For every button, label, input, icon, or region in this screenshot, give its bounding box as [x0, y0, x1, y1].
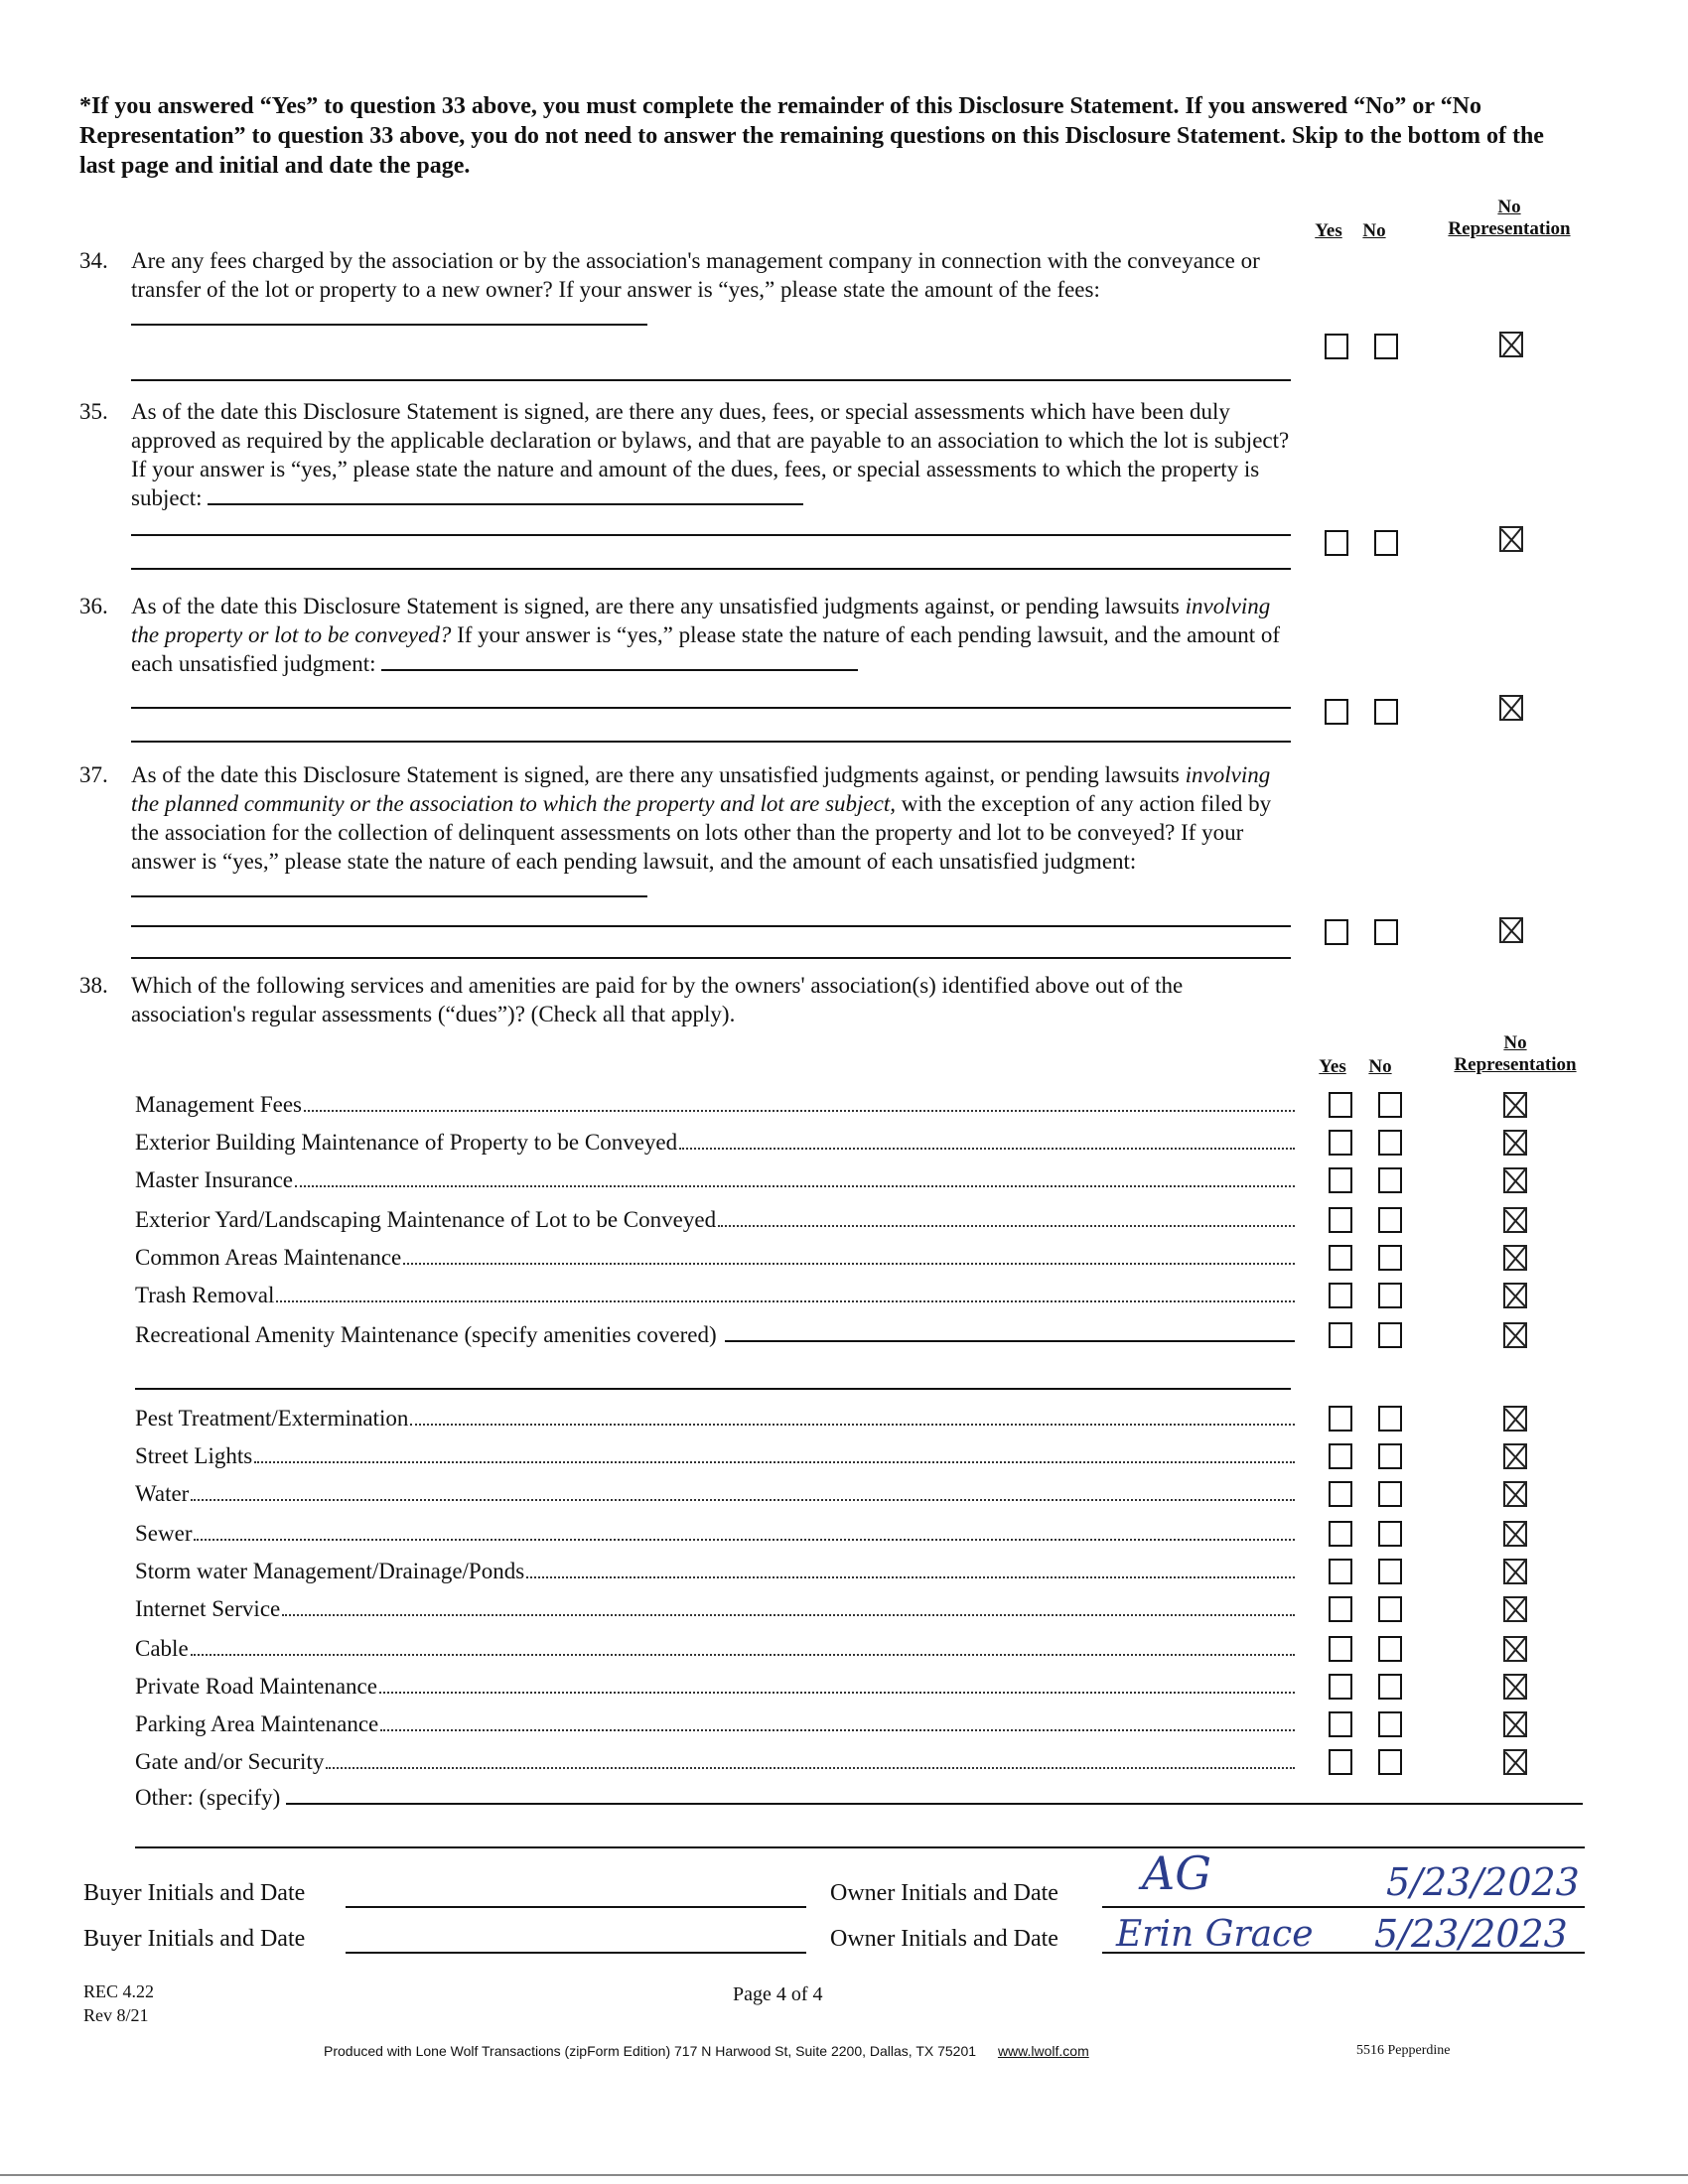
amenity-norep-checkbox-checked[interactable] [1503, 1521, 1527, 1547]
amenity-no-checkbox[interactable] [1378, 1207, 1402, 1233]
amenity-col-no-header: No [1368, 1056, 1392, 1077]
q37-yes-checkbox[interactable] [1325, 919, 1348, 945]
amenity-label: Storm water Management/Drainage/Ponds [135, 1559, 525, 1583]
dot-leader [191, 1481, 1295, 1501]
amenity-row [135, 1594, 1295, 1624]
form-revision: Rev 8/21 [83, 2005, 149, 2025]
q34-no-checkbox[interactable] [1374, 334, 1398, 359]
answer-line [131, 925, 1291, 927]
amenity-no-checkbox[interactable] [1378, 1521, 1402, 1547]
question-35 [79, 397, 1301, 516]
dot-leader [276, 1283, 1295, 1302]
amenity-row [135, 1165, 1295, 1195]
amenity-label: Private Road Maintenance [135, 1674, 377, 1699]
question-number: 36. [79, 594, 108, 618]
q37-no-checkbox[interactable] [1374, 919, 1398, 945]
amenity-yes-checkbox[interactable] [1329, 1130, 1352, 1156]
amenity-yes-checkbox[interactable] [1329, 1245, 1352, 1271]
amenity-row [135, 1672, 1295, 1702]
page-number: Page 4 of 4 [733, 1983, 823, 2005]
amenity-row [135, 1441, 1295, 1471]
amenity-label: Recreational Amenity Maintenance (specify amenities covered) [135, 1322, 717, 1347]
amenity-norep-checkbox-checked[interactable] [1503, 1749, 1527, 1775]
dot-leader [191, 1636, 1295, 1656]
amenity-yes-checkbox[interactable] [1329, 1636, 1352, 1662]
amenity-norep-checkbox-checked[interactable] [1503, 1167, 1527, 1193]
scan-edge [0, 2174, 1688, 2176]
amenity-label: Cable [135, 1636, 189, 1661]
q35-no-checkbox[interactable] [1374, 530, 1398, 556]
amenity-yes-checkbox[interactable] [1329, 1674, 1352, 1700]
question-34 [79, 246, 1301, 365]
buyer-initials-label-1: Buyer Initials and Date [83, 1880, 306, 1906]
col-norep-line1: No [1497, 197, 1521, 217]
producer-text: Produced with Lone Wolf Transactions (zipForm Edition) 717 N Harwood St, Suite 2200, Dallas, TX 75201 [324, 2043, 977, 2059]
amenity-norep-checkbox-checked[interactable] [1503, 1283, 1527, 1308]
amenity-row [135, 1205, 1295, 1235]
question-text: As of the date this Disclosure Statement is signed, are there any unsatisfied judgments against, or pending lawsuits involving the planned community or the association to which the property and lot are subject, with the exception of any action filed by the association for the collection of delinquent assessments on lots other than the property and lot to be conveyed? If your answer is “yes,” please state the nature of each pending lawsuit, and the amount of each unsatisfied judgment: [131, 760, 1301, 904]
amenity-no-checkbox[interactable] [1378, 1245, 1402, 1271]
question-number: 34. [79, 248, 108, 273]
question-38 [79, 971, 1301, 1030]
question-37 [79, 760, 1301, 909]
producer-url-link[interactable]: www.lwolf.com [997, 2043, 1089, 2059]
owner1-date: 5/23/2023 [1386, 1860, 1580, 1904]
answer-line [131, 707, 1291, 709]
question-number: 38. [79, 973, 108, 998]
amenity-row [135, 1634, 1295, 1664]
owner-initials-field-1[interactable] [1102, 1906, 1585, 1908]
document-name: 5516 Pepperdine [1356, 2043, 1451, 2058]
amenity-norep-checkbox-checked[interactable] [1503, 1092, 1527, 1118]
amenity-no-checkbox[interactable] [1378, 1092, 1402, 1118]
amenity-norep-checkbox-checked[interactable] [1503, 1674, 1527, 1700]
producer-line [324, 2043, 1089, 2059]
amenity-no-checkbox[interactable] [1378, 1749, 1402, 1775]
other-specify-row [135, 1783, 1295, 1813]
buyer-initials-field-2[interactable] [346, 1952, 806, 1954]
dot-leader [282, 1596, 1295, 1616]
col-no-header: No [1362, 220, 1386, 241]
col-norep-header [1430, 197, 1589, 240]
amenity-norep-checkbox-checked[interactable] [1503, 1443, 1527, 1469]
amenity-yes-checkbox[interactable] [1329, 1559, 1352, 1584]
amenity-label: Exterior Yard/Landscaping Maintenance of Lot to be Conveyed [135, 1207, 717, 1232]
amenity-no-checkbox[interactable] [1378, 1636, 1402, 1662]
dot-leader [295, 1167, 1295, 1187]
amenity-row [135, 1128, 1295, 1158]
question-36 [79, 592, 1301, 681]
amenity-col-norep-header [1436, 1032, 1595, 1076]
amenity-label: Common Areas Maintenance [135, 1245, 402, 1270]
amenity-norep-checkbox-checked[interactable] [1503, 1207, 1527, 1233]
amenity-norep-checkbox-checked[interactable] [1503, 1245, 1527, 1271]
form-id: REC 4.22 [83, 1981, 155, 2001]
other-specify-line [135, 1846, 1585, 1848]
amenity-yes-checkbox[interactable] [1329, 1207, 1352, 1233]
amenity-yes-checkbox[interactable] [1329, 1749, 1352, 1775]
answer-line [131, 568, 1291, 570]
dot-leader [254, 1443, 1295, 1463]
amenity-norep-checkbox-checked[interactable] [1503, 1636, 1527, 1662]
amenity-no-checkbox[interactable] [1378, 1596, 1402, 1622]
owner-initials-label-2: Owner Initials and Date [830, 1926, 1058, 1952]
amenity-yes-checkbox[interactable] [1329, 1481, 1352, 1507]
intro-instructions: *If you answered “Yes” to question 33 above, you must complete the remainder of this Disclosure Statement. If you answered “No” or “No Representation” to question 33 above, you do not need to answer the remaining questions on this Disclosure Statement. Skip to the bottom of the last page and initial and date the page. [79, 93, 1544, 179]
amenity-no-checkbox[interactable] [1378, 1322, 1402, 1348]
amenity-yes-checkbox[interactable] [1329, 1167, 1352, 1193]
amenity-row [135, 1243, 1295, 1273]
amenity-yes-checkbox[interactable] [1329, 1443, 1352, 1469]
question-number: 37. [79, 762, 108, 787]
question-text: As of the date this Disclosure Statement is signed, are there any dues, fees, or special assessments which have been duly approved as required by the applicable declaration or bylaws, and that are payable to an association to which the lot is subject? If your answer is “yes,” please state the nature and amount of the dues, fees, or special assessments to which the property is subject: [131, 399, 1290, 510]
owner2-initials-signature: Erin Grace [1116, 1914, 1314, 1955]
amenity-label: Pest Treatment/Extermination [135, 1406, 409, 1431]
amenity-norep-checkbox-checked[interactable] [1503, 1322, 1527, 1348]
amenity-row [135, 1404, 1295, 1433]
amenity-no-checkbox[interactable] [1378, 1283, 1402, 1308]
q35-yes-checkbox[interactable] [1325, 530, 1348, 556]
amenity-norep-checkbox-checked[interactable] [1503, 1711, 1527, 1737]
dot-leader [718, 1207, 1295, 1227]
col-yes-header: Yes [1315, 220, 1342, 241]
amenity-yes-checkbox[interactable] [1329, 1283, 1352, 1308]
q35-norep-checkbox-checked[interactable] [1499, 526, 1523, 552]
dot-leader [380, 1711, 1295, 1731]
amenity-norep-checkbox-checked[interactable] [1503, 1559, 1527, 1584]
dot-leader [194, 1521, 1295, 1541]
amenity-row [135, 1709, 1295, 1739]
amenity-row [135, 1557, 1295, 1586]
amenity-label: Internet Service [135, 1596, 281, 1621]
amenity-label: Gate and/or Security [135, 1749, 325, 1774]
amenity-norep-checkbox-checked[interactable] [1503, 1406, 1527, 1432]
amenity-row [135, 1090, 1295, 1120]
amenity-yes-checkbox[interactable] [1329, 1521, 1352, 1547]
dot-leader [379, 1674, 1295, 1694]
question-number: 35. [79, 399, 108, 424]
q36-norep-checkbox-checked[interactable] [1499, 695, 1523, 721]
amenity-yes-checkbox[interactable] [1329, 1406, 1352, 1432]
amenity-row [135, 1479, 1295, 1509]
amenity-row [135, 1281, 1295, 1310]
question-text: Which of the following services and amenities are paid for by the owners' association(s) identified above out of the association's regular assessments (“dues”)? (Check all that apply). [131, 973, 1184, 1026]
col-norep-line2: Representation [1454, 1054, 1577, 1075]
buyer-initials-field-1[interactable] [346, 1906, 806, 1908]
amenity-label: Water [135, 1481, 190, 1506]
amenity-label: Parking Area Maintenance [135, 1711, 379, 1736]
dot-leader [410, 1406, 1295, 1426]
amenity-no-checkbox[interactable] [1378, 1674, 1402, 1700]
amenity-col-yes-header: Yes [1319, 1056, 1346, 1077]
amenity-no-checkbox[interactable] [1378, 1167, 1402, 1193]
amenity-norep-checkbox-checked[interactable] [1503, 1596, 1527, 1622]
q34-yes-checkbox[interactable] [1325, 334, 1348, 359]
amenity-norep-checkbox-checked[interactable] [1503, 1130, 1527, 1156]
amenity-label: Sewer [135, 1521, 193, 1546]
amenity-label: Street Lights [135, 1443, 253, 1468]
q36-no-checkbox[interactable] [1374, 699, 1398, 725]
q36-yes-checkbox[interactable] [1325, 699, 1348, 725]
other-specify-field[interactable] [286, 1783, 1583, 1805]
recreational-amenity-extra-line [135, 1388, 1291, 1390]
amenity-no-checkbox[interactable] [1378, 1443, 1402, 1469]
dot-leader [326, 1749, 1295, 1769]
col-norep-line1: No [1503, 1032, 1527, 1053]
amenity-label: Exterior Building Maintenance of Property to be Conveyed [135, 1130, 678, 1155]
amenity-label: Trash Removal [135, 1283, 275, 1307]
amenity-yes-checkbox[interactable] [1329, 1322, 1352, 1348]
amenity-no-checkbox[interactable] [1378, 1559, 1402, 1584]
amenity-label: Master Insurance [135, 1167, 294, 1192]
owner-initials-label-1: Owner Initials and Date [830, 1880, 1058, 1906]
answer-line [131, 379, 1291, 381]
amenity-yes-checkbox[interactable] [1329, 1092, 1352, 1118]
amenity-no-checkbox[interactable] [1378, 1130, 1402, 1156]
answer-line [131, 957, 1291, 959]
q37-norep-checkbox-checked[interactable] [1499, 917, 1523, 943]
amenity-row [135, 1747, 1295, 1777]
dot-leader [679, 1130, 1295, 1150]
question-text: Are any fees charged by the association or by the association's management company in connection with the conveyance or transfer of the lot or property to a new owner? If your answer is “yes,” please state the amount of the fees: [131, 246, 1301, 333]
amenity-no-checkbox[interactable] [1378, 1406, 1402, 1432]
recreational-amenity-field[interactable] [725, 1320, 1295, 1342]
amenity-yes-checkbox[interactable] [1329, 1711, 1352, 1737]
amenity-no-checkbox[interactable] [1378, 1711, 1402, 1737]
amenity-norep-checkbox-checked[interactable] [1503, 1481, 1527, 1507]
question-text: As of the date this Disclosure Statement is signed, are there any unsatisfied judgments against, or pending lawsuits involving the property or lot to be conveyed? If your answer is “yes,” please state the nature of each pending lawsuit, and the amount of each unsatisfied judgment: [131, 594, 1281, 676]
other-specify-label: Other: (specify) [135, 1785, 281, 1810]
amenity-row [135, 1320, 1295, 1350]
answer-line [131, 534, 1291, 536]
owner2-date: 5/23/2023 [1374, 1912, 1568, 1956]
owner1-initials-signature: AG [1142, 1846, 1211, 1900]
col-norep-line2: Representation [1448, 218, 1571, 239]
q34-norep-checkbox-checked[interactable] [1499, 332, 1523, 357]
amenity-no-checkbox[interactable] [1378, 1481, 1402, 1507]
buyer-initials-label-2: Buyer Initials and Date [83, 1926, 306, 1952]
dot-leader [526, 1559, 1295, 1578]
dot-leader [304, 1092, 1295, 1112]
amenity-label: Management Fees [135, 1092, 302, 1117]
dot-leader [403, 1245, 1295, 1265]
answer-line [131, 741, 1291, 743]
amenity-row [135, 1519, 1295, 1549]
amenity-yes-checkbox[interactable] [1329, 1596, 1352, 1622]
